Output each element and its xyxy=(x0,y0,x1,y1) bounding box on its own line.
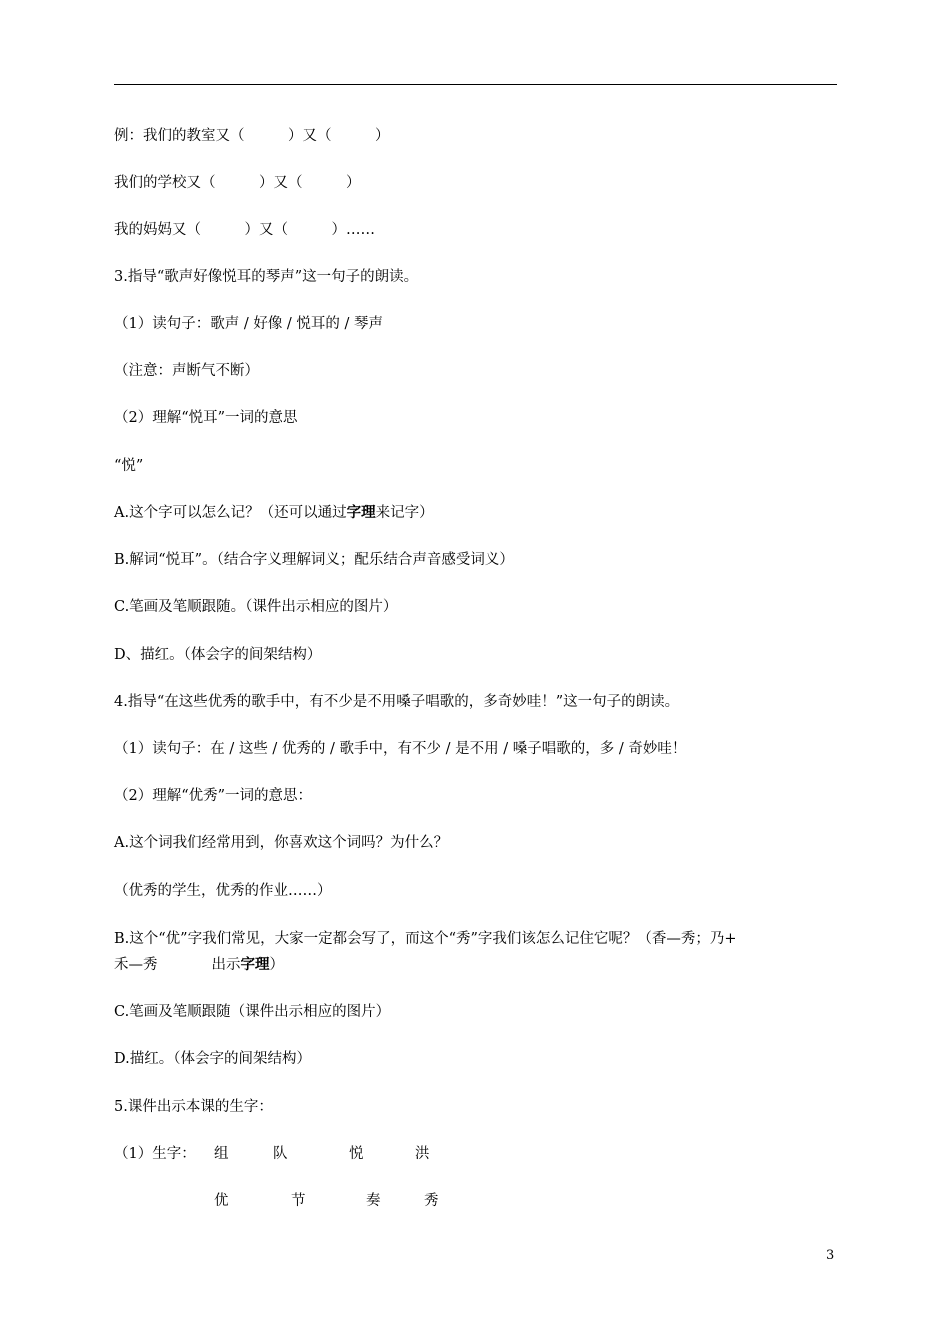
new-char-zu: 组 xyxy=(214,1146,229,1162)
item-a-text: A.这个字可以怎么记？（还可以通过 xyxy=(114,505,347,521)
item-d-trace-2: D.描红。（体会字的间架结构） xyxy=(114,1051,311,1067)
new-char-dui: 队 xyxy=(273,1146,288,1162)
note-line: （注意：声断气不断） xyxy=(114,363,259,379)
item-b-xiu-part1: 禾—秀 xyxy=(114,957,158,973)
example-line-school: 我们的学校又（ ）又（ ） xyxy=(114,175,361,191)
item-b-xiu: B.这个“优”字我们常见，大家一定都会写了，而这个“秀”字我们该怎么记住它呢？（香—秀；乃+ xyxy=(114,931,737,947)
page-number: 3 xyxy=(826,1248,835,1263)
item-b-xiu-part3: ） xyxy=(269,957,284,973)
item-b-xiu-part2: 出示 xyxy=(211,957,241,973)
new-char-xiu: 秀 xyxy=(424,1193,439,1209)
new-char-zou: 奏 xyxy=(366,1193,381,1209)
item-d-trace: D、描红。（体会字的间架结构） xyxy=(114,647,322,663)
section-3-heading: 3.指导“歌声好像悦耳的琴声”这一句子的朗读。 xyxy=(114,269,419,285)
char-yue-heading: “悦” xyxy=(114,458,144,474)
new-char-jie: 节 xyxy=(291,1193,306,1209)
item-c-strokes: C.笔画及笔顺跟随。（课件出示相应的图片） xyxy=(114,599,398,615)
header-rule xyxy=(114,84,837,85)
youxiu-examples: （优秀的学生，优秀的作业……） xyxy=(114,883,332,899)
item-b-yueer: B.解词“悦耳”。（结合字义理解词义；配乐结合声音感受词义） xyxy=(114,552,514,568)
new-char-you: 优 xyxy=(214,1193,229,1209)
item-c-strokes-2: C.笔画及笔顺跟随（课件出示相应的图片） xyxy=(114,1004,391,1020)
read-sentence-1: （1）读句子：歌声 / 好像 / 悦耳的 / 琴声 xyxy=(114,316,384,332)
example-line-mother: 我的妈妈又（ ）又（ ）…… xyxy=(114,222,375,238)
item-a-tail: 来记字） xyxy=(375,505,434,521)
new-char-hong: 洪 xyxy=(415,1146,430,1162)
item-b-xiu-cont xyxy=(114,955,284,975)
understand-youxiu: （2）理解“优秀”一词的意思： xyxy=(114,788,313,804)
item-a-bold: 字理 xyxy=(346,504,376,521)
read-sentence-2: （1）读句子：在 / 这些 / 优秀的 / 歌手中，有不少 / 是不用 / 嗓子唱歌的，多 / 奇妙哇！ xyxy=(114,741,687,757)
item-a-yue xyxy=(114,503,434,523)
new-char-yue: 悦 xyxy=(349,1146,364,1162)
new-chars-label: （1）生字： xyxy=(114,1146,196,1162)
section-4-heading: 4.指导“在这些优秀的歌手中，有不少是不用嗓子唱歌的，多奇妙哇！”这一句子的朗读。 xyxy=(114,694,680,710)
example-line-classroom: 例：我们的教室又（ ）又（ ） xyxy=(114,128,390,144)
item-b-xiu-bold: 字理 xyxy=(240,956,270,973)
section-5-heading: 5.课件出示本课的生字： xyxy=(114,1099,273,1115)
understand-yueer: （2）理解“悦耳”一词的意思 xyxy=(114,410,298,426)
item-a-youxiu: A.这个词我们经常用到，你喜欢这个词吗？为什么？ xyxy=(114,835,449,851)
